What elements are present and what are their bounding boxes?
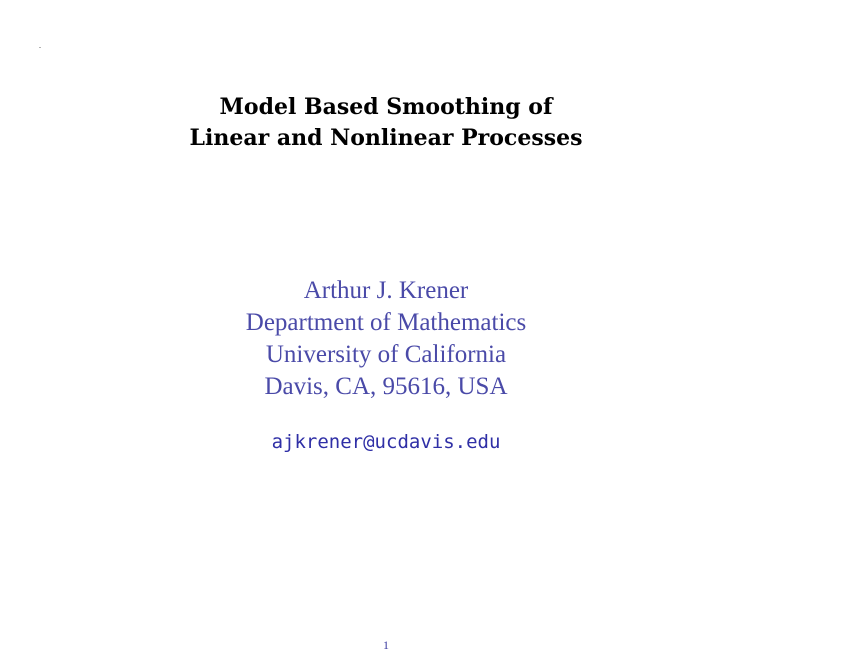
page-number: 1	[383, 638, 389, 652]
author-email: ajkrener@ucdavis.edu	[271, 431, 501, 453]
author-location: Davis, CA, 95616, USA	[264, 373, 508, 400]
author-department: Department of Mathematics	[245, 309, 527, 336]
slide-title	[86, 92, 686, 154]
title-line-2: Linear and Nonlinear Processes	[189, 125, 583, 151]
corner-mark: .	[39, 41, 41, 50]
author-block	[86, 275, 686, 403]
title-line-1: Model Based Smoothing of	[219, 94, 553, 120]
author-name: Arthur J. Krener	[303, 277, 469, 304]
author-institution: University of California	[265, 341, 507, 368]
